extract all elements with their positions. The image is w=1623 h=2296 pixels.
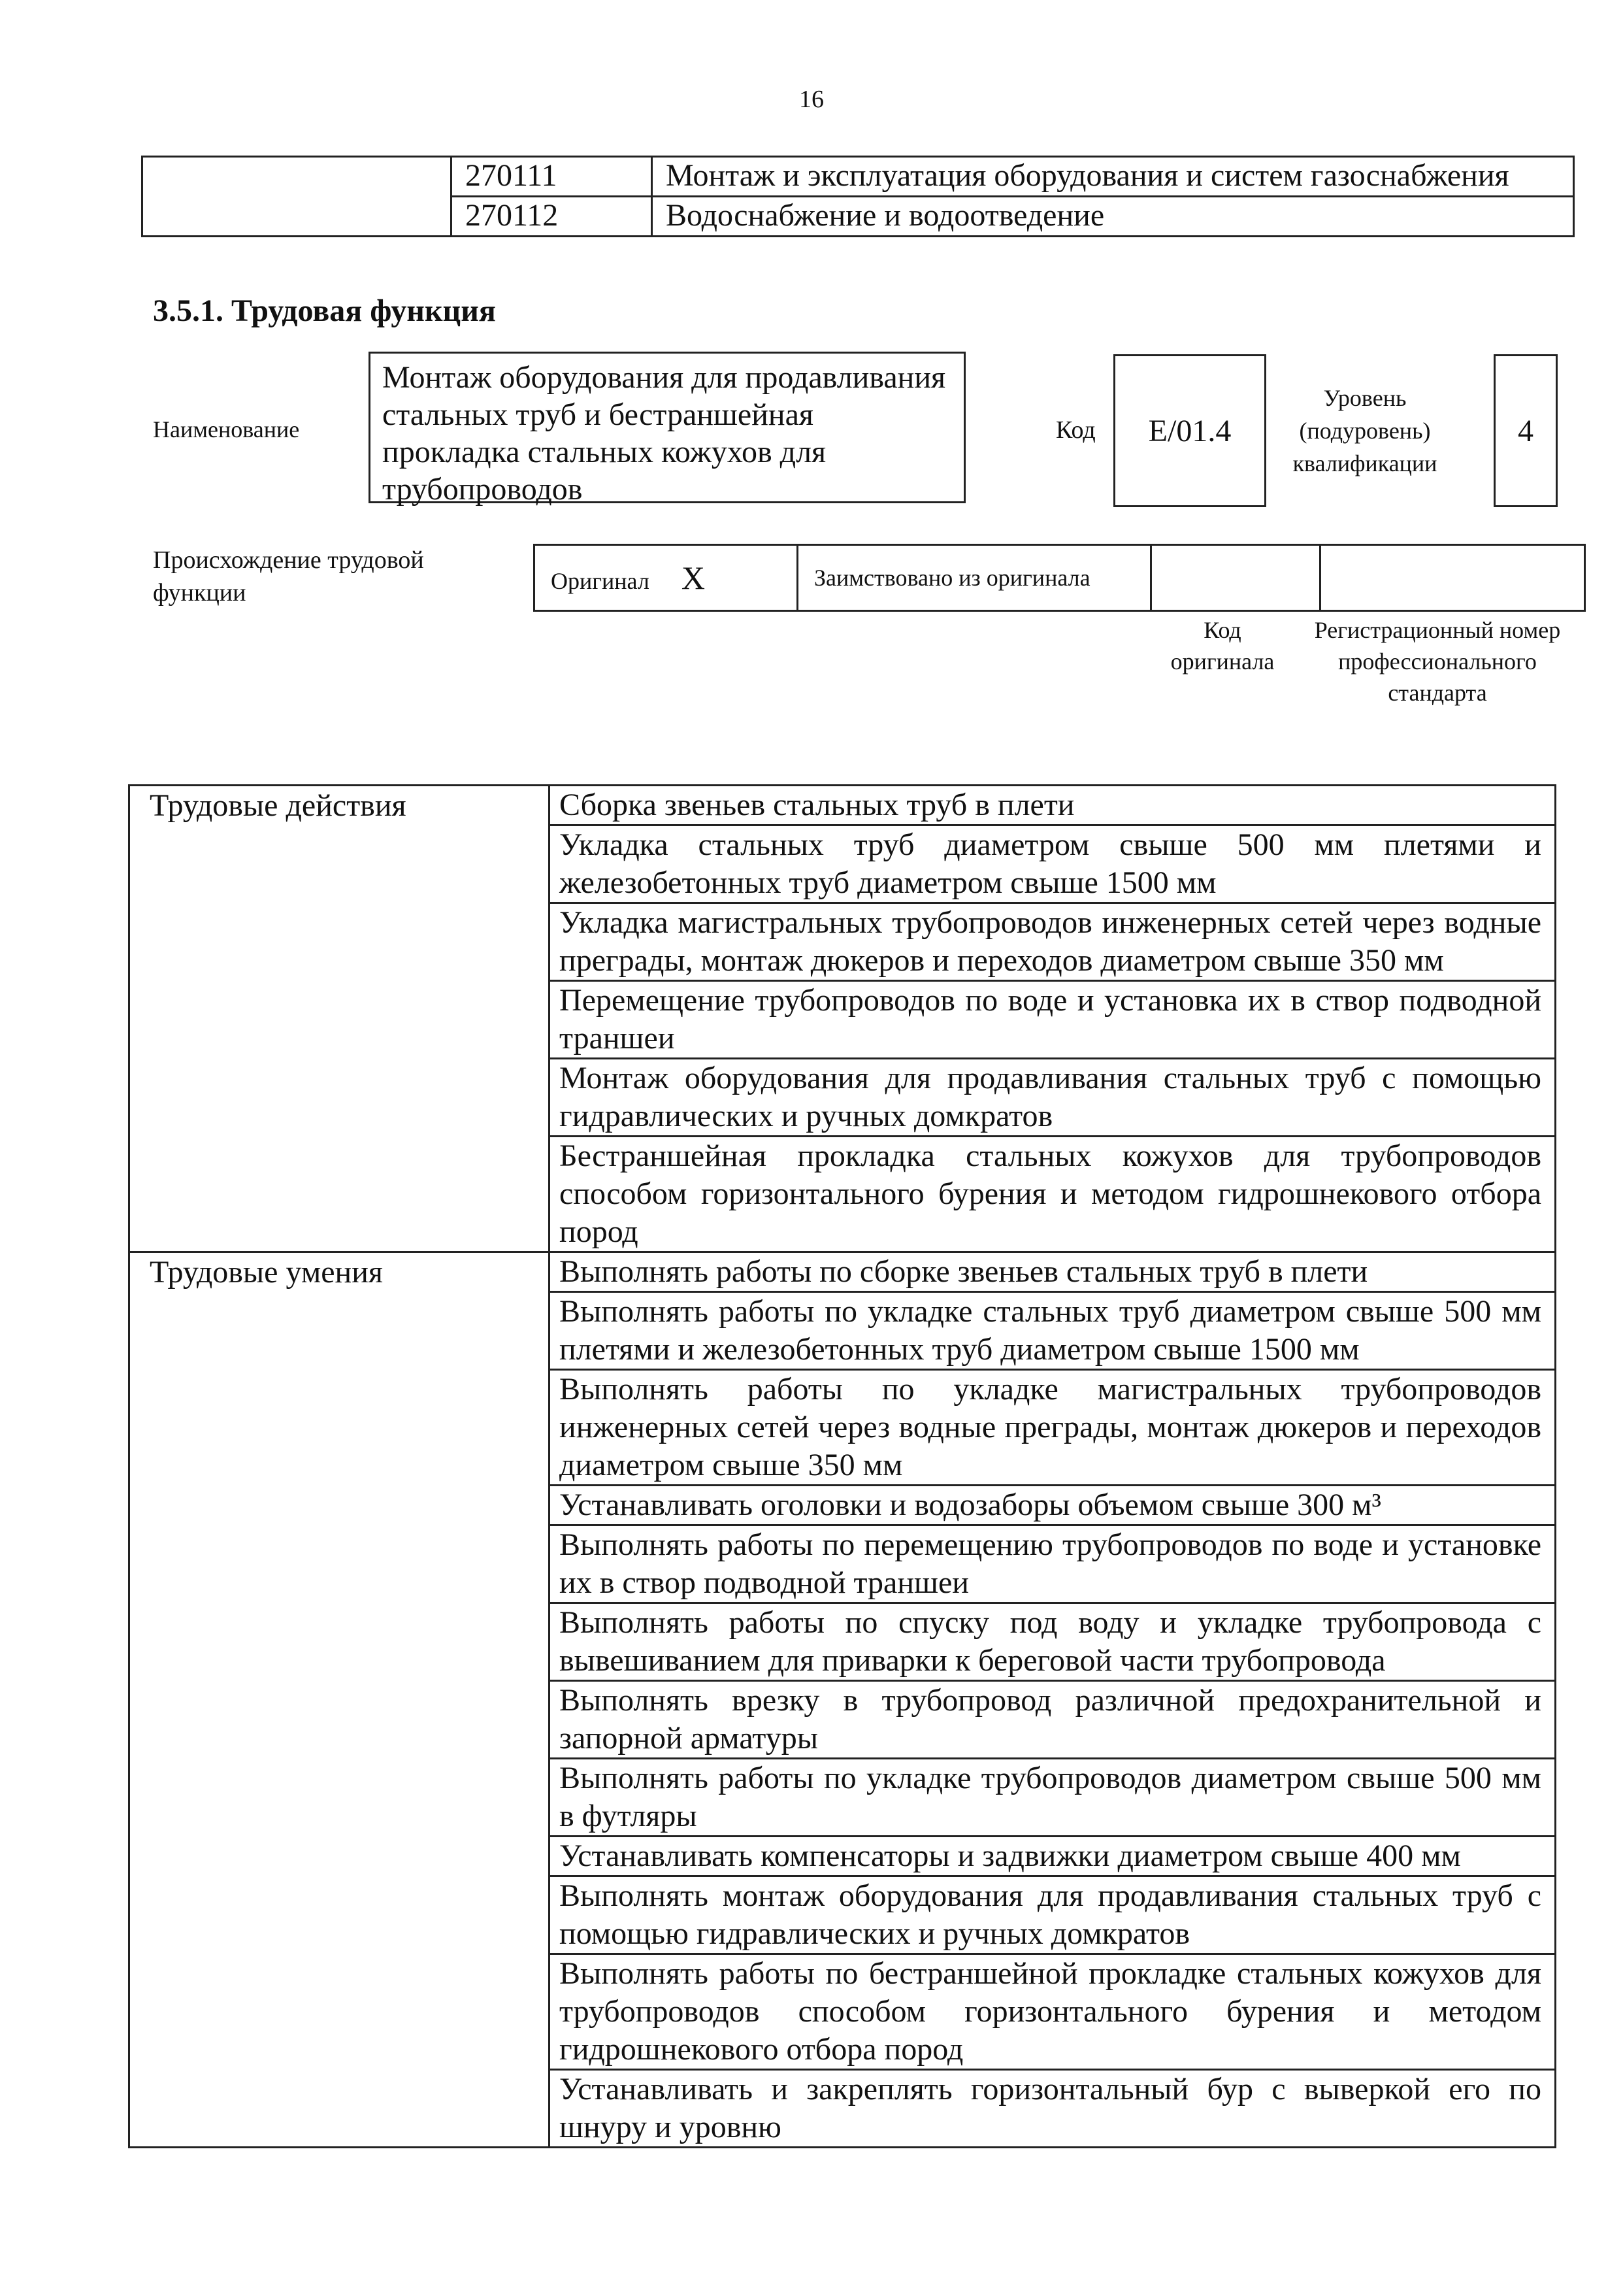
code-value: E/01.4 [1113, 354, 1266, 507]
table-row [129, 1252, 1556, 1292]
labor-action-item: Монтаж оборудования для продавливания стальных труб с помощью гидравлических и ручных домкратов [549, 1059, 1556, 1137]
row-category-label: Трудовые действия [129, 786, 549, 1252]
name-label: Наименование [153, 416, 300, 442]
labor-skill-item: Устанавливать оголовки и водозаборы объемом свыше 300 м³ [549, 1486, 1556, 1525]
labor-skill-item: Выполнять монтаж оборудования для продавливания стальных труб с помощью гидравлических и ручных домкратов [549, 1876, 1556, 1954]
empty-cell [142, 157, 451, 237]
original-mark: X [681, 559, 705, 596]
labor-action-item: Укладка магистральных трубопроводов инженерных сетей через водные преграды, монтаж дюкеров и переходов диаметром свыше 350 мм [549, 903, 1556, 981]
origin-label: Происхождение трудовой функции [153, 546, 424, 607]
labor-skill-item: Выполнять работы по перемещению трубопроводов по воде и установке их в створ подводной траншеи [549, 1525, 1556, 1603]
original-label: Оригинал [551, 568, 649, 594]
labor-skill-item: Выполнять врезку в трубопровод различной предохранительной и запорной арматуры [549, 1681, 1556, 1759]
specialty-name: Водоснабжение и водоотведение [652, 197, 1574, 237]
row-category-label: Трудовые умения [129, 1252, 549, 2148]
labor-action-item: Сборка звеньев стальных труб в плети [549, 786, 1556, 825]
specialty-code: 270111 [451, 157, 652, 197]
code-label: Код [1056, 416, 1096, 444]
labor-skill-item: Устанавливать компенсаторы и задвижки диаметром свыше 400 мм [549, 1837, 1556, 1876]
labor-action-item: Укладка стальных труб диаметром свыше 500 мм плетями и железобетонных труб диаметром свыше 1500 мм [549, 825, 1556, 903]
level-label: Уровень (подуровень) квалификации [1292, 385, 1437, 476]
borrowed-label: Заимствовано из оригинала [798, 545, 1151, 611]
page-number: 16 [799, 86, 824, 113]
table-row [534, 545, 1585, 611]
labor-action-item: Перемещение трубопроводов по воде и установка их в створ подводной траншеи [549, 981, 1556, 1059]
labor-skill-item: Выполнять работы по укладке трубопроводов диаметром свыше 500 мм в футляры [549, 1759, 1556, 1837]
labor-skill-item: Устанавливать и закреплять горизонтальный бур с выверкой его по шнуру и уровню [549, 2070, 1556, 2148]
specialty-code: 270112 [451, 197, 652, 237]
level-value: 4 [1494, 354, 1558, 507]
labor-skill-item: Выполнять работы по спуску под воду и укладке трубопровода с вывешиванием для приварки к береговой части трубопровода [549, 1603, 1556, 1681]
table-row [142, 157, 1574, 197]
labor-skill-item: Выполнять работы по сборке звеньев стальных труб в плети [549, 1252, 1556, 1292]
original-code-cell [1151, 545, 1320, 611]
labor-action-item: Бестраншейная прокладка стальных кожухов для трубопроводов способом горизонтального бурения и методом гидрошнекового отбора пород [549, 1137, 1556, 1252]
registration-number-cell [1320, 545, 1585, 611]
caption-original-code: Код оригинала [1170, 617, 1275, 674]
labor-function-table [128, 784, 1556, 2148]
labor-skill-item: Выполнять работы по бестраншейной прокладке стальных кожухов для трубопроводов способом горизонтального бурения и методом гидрошнекового отбора пород [549, 1954, 1556, 2070]
specialty-codes-table [141, 156, 1575, 237]
original-cell [534, 545, 798, 611]
caption-registration-number: Регистрационный номер профессионального стандарта [1314, 617, 1561, 706]
section-title: 3.5.1. Трудовая функция [153, 293, 496, 328]
function-name-value: Монтаж оборудования для продавливания стальных труб и бестраншейная прокладка стальных кожухов для трубопроводов [369, 352, 966, 503]
specialty-name: Монтаж и эксплуатация оборудования и систем газоснабжения [652, 157, 1574, 197]
labor-skill-item: Выполнять работы по укладке магистральных трубопроводов инженерных сетей через водные преграды, монтаж дюкеров и переходов диаметром свыше 350 мм [549, 1370, 1556, 1486]
origin-table [533, 544, 1586, 612]
table-row [129, 786, 1556, 825]
labor-skill-item: Выполнять работы по укладке стальных труб диаметром свыше 500 мм плетями и железобетонных труб диаметром свыше 1500 мм [549, 1292, 1556, 1370]
